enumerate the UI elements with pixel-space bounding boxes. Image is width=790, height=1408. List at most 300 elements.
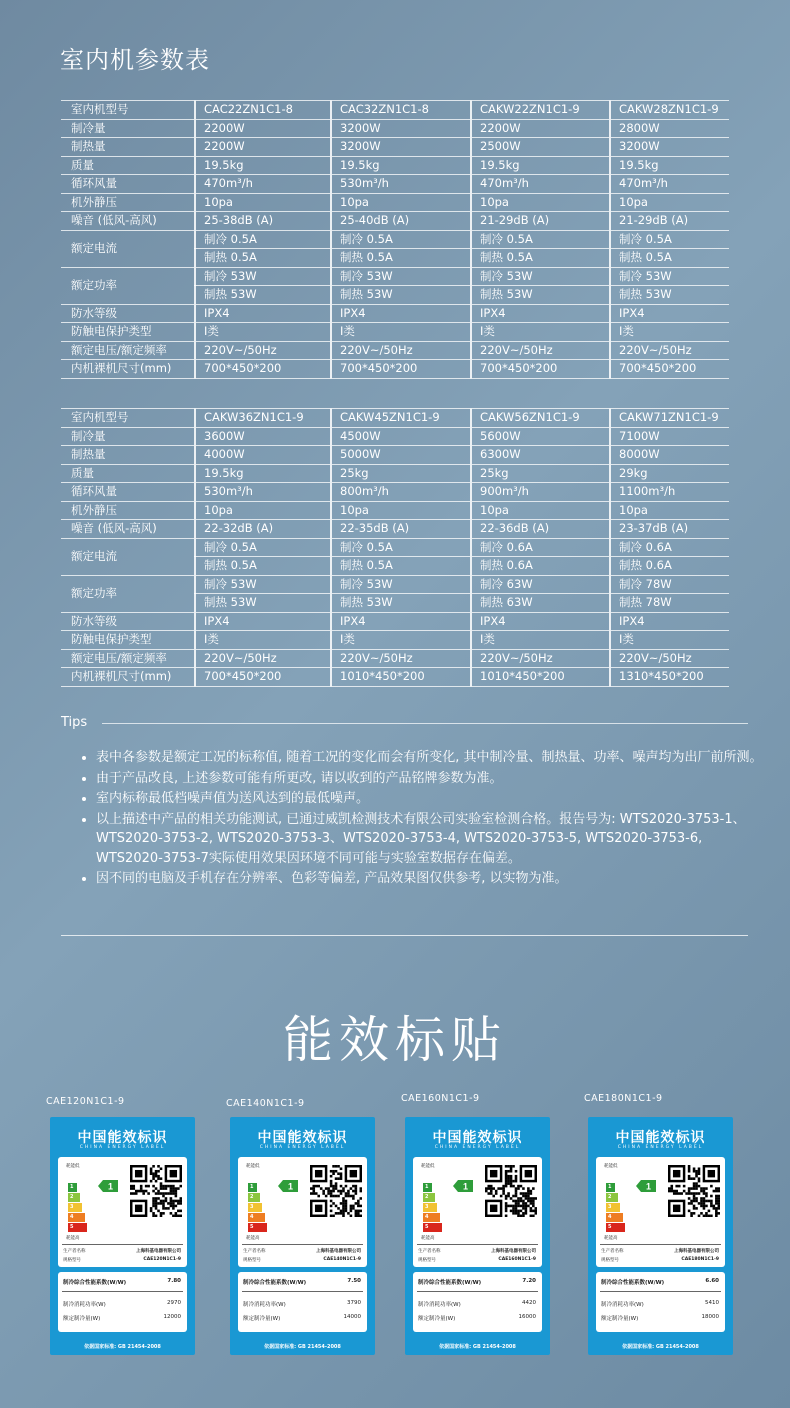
row-label: 制热量 [61,446,195,465]
table-cell: CAKW22ZN1C1-9 [471,101,610,120]
row-label: 防触电保护类型 [61,631,195,650]
energy-label-subheader: CHINA ENERGY LABEL [434,1145,521,1150]
table-cell: 1010*450*200 [331,668,471,687]
table-cell: 7100W [610,427,729,446]
table-row [61,483,729,502]
eer-value: 7.50 [347,1278,361,1284]
grade-bar: 1 [423,1183,432,1192]
table-cell: I类 [331,323,471,342]
grade-bar: 3 [423,1203,437,1212]
table-cell: 25kg [471,464,610,483]
model-label: 规格型号 [243,1258,261,1263]
maker-label: 生产者名称 [601,1249,624,1254]
capacity-value: 14000 [343,1314,361,1320]
table-cell: 制冷 78W [610,575,729,594]
table-cell: 700*450*200 [471,360,610,379]
table-cell: 800m³/h [331,483,471,502]
high-consumption-text: 耗能高 [421,1236,435,1241]
energy-label-footer: 依据国家标准: GB 21454-2008 [439,1344,516,1350]
table-cell: 3600W [195,427,331,446]
table-cell: 制热 0.5A [195,557,331,576]
row-label: 内机裸机尺寸(mm) [61,360,195,379]
power-value: 5410 [705,1300,719,1306]
table-cell: 1310*450*200 [610,668,729,687]
page-title: 室内机参数表 [60,46,210,74]
table-cell: 制冷 63W [471,575,610,594]
maker-value: 上海科基电器有限公司 [491,1249,536,1254]
table-cell: IPX4 [471,304,610,323]
row-label: 室内机型号 [61,101,195,120]
table-cell: CAKW36ZN1C1-9 [195,409,331,428]
row-label: 制热量 [61,138,195,157]
tips-label: Tips [61,715,88,730]
maker-value: 上海科基电器有限公司 [316,1249,361,1254]
grade-bar: 2 [606,1193,618,1202]
capacity-value: 18000 [701,1314,719,1320]
table-cell: 700*450*200 [610,360,729,379]
grade-arrow-icon [98,1180,118,1192]
maker-value: 上海科基电器有限公司 [136,1249,181,1254]
table-cell: 29kg [610,464,729,483]
maker-label: 生产者名称 [418,1249,441,1254]
table-cell: CAKW56ZN1C1-9 [471,409,610,428]
divider [417,1244,538,1245]
power-label: 制冷消耗功率(W) [63,1302,106,1308]
table-cell: 900m³/h [471,483,610,502]
table-cell: I类 [331,631,471,650]
table-cell: 19.5kg [195,156,331,175]
table-cell: 19.5kg [471,156,610,175]
table-cell: IPX4 [610,612,729,631]
table-cell: I类 [471,323,610,342]
table-cell: 制热 53W [331,594,471,613]
table-cell: 制热 0.5A [471,249,610,268]
tip-item: • 由于产品改良, 上述参数可能有所更改, 请以收到的产品铭牌参数为准。 [96,769,772,789]
grade-arrow-icon [453,1180,473,1192]
table-cell: 10pa [610,193,729,212]
row-label: 防水等级 [61,304,195,323]
energy-label-subheader: CHINA ENERGY LABEL [259,1145,346,1150]
grade-value: 1 [288,1181,294,1192]
table-cell: 10pa [195,193,331,212]
row-label: 机外静压 [61,193,195,212]
table-cell: 4000W [195,446,331,465]
table-row [61,575,729,594]
table-cell: 制热 78W [610,594,729,613]
table-cell: 制冷 0.5A [610,230,729,249]
table-row [61,304,729,323]
energy-label-subheader: CHINA ENERGY LABEL [617,1145,704,1150]
grade-value: 1 [108,1181,114,1192]
table-row [61,175,729,194]
capacity-label: 额定制冷量(W) [601,1316,639,1322]
capacity-label: 额定制冷量(W) [63,1316,101,1322]
grade-bar: 2 [248,1193,260,1202]
row-label: 防触电保护类型 [61,323,195,342]
table-cell: 10pa [331,501,471,520]
table-cell: CAKW45ZN1C1-9 [331,409,471,428]
row-label: 质量 [61,464,195,483]
table-row [61,341,729,360]
table-cell: 2200W [471,119,610,138]
table-cell: 10pa [471,193,610,212]
table-cell: 制热 53W [471,286,610,305]
eer-label: 制冷综合性能系数(W/W) [601,1280,665,1286]
table-cell: 制冷 0.5A [331,230,471,249]
table-cell: 3200W [610,138,729,157]
table-cell: 470m³/h [610,175,729,194]
table-cell: 制冷 53W [195,267,331,286]
grade-bar: 1 [248,1183,257,1192]
energy-label-card [405,1117,550,1355]
row-label: 制冷量 [61,119,195,138]
capacity-value: 16000 [518,1314,536,1320]
table-cell: 220V~/50Hz [610,341,729,360]
eer-value: 7.80 [167,1278,181,1284]
grade-arrow-icon [636,1180,656,1192]
power-label: 制冷消耗功率(W) [418,1302,461,1308]
table-cell: I类 [471,631,610,650]
table-cell: 21-29dB (A) [610,212,729,231]
high-consumption-text: 耗能高 [66,1236,80,1241]
table-cell: 23-37dB (A) [610,520,729,539]
high-consumption-text: 耗能高 [246,1236,260,1241]
table-cell: 2200W [195,119,331,138]
energy-label-header: 中国能效标识 [432,1130,523,1146]
table-cell: 制热 0.5A [331,249,471,268]
table-cell: IPX4 [195,304,331,323]
table-cell: 19.5kg [331,156,471,175]
table-cell: 2800W [610,119,729,138]
row-label: 防水等级 [61,612,195,631]
row-label: 机外静压 [61,501,195,520]
table-row [61,520,729,539]
row-label: 额定电流 [61,538,195,575]
spec-table-1 [61,100,729,379]
table-cell: 220V~/50Hz [471,649,610,668]
grade-value: 1 [646,1181,652,1192]
model-value: CAE180N1C1-9 [681,1257,719,1262]
eer-value: 6.60 [705,1278,719,1284]
table-cell: 制冷 53W [331,575,471,594]
grade-bar: 2 [68,1193,80,1202]
table-cell: 22-32dB (A) [195,520,331,539]
table-cell: 制热 0.5A [331,557,471,576]
model-value: CAE120N1C1-9 [143,1257,181,1262]
table-cell: 22-36dB (A) [471,520,610,539]
grade-bar: 4 [606,1213,623,1222]
qr-code-icon [130,1165,182,1217]
table-row [61,631,729,650]
low-consumption-text: 耗能低 [421,1164,435,1169]
power-value: 3790 [347,1300,361,1306]
capacity-label: 额定制冷量(W) [418,1316,456,1322]
capacity-label: 额定制冷量(W) [243,1316,281,1322]
table-cell: 制冷 0.6A [610,538,729,557]
maker-value: 上海科基电器有限公司 [674,1249,719,1254]
energy-label-footer: 依据国家标准: GB 21454-2008 [622,1344,699,1350]
table-cell: 10pa [610,501,729,520]
table-row [61,538,729,557]
table-cell: CAC22ZN1C1-8 [195,101,331,120]
table-cell: IPX4 [331,304,471,323]
table-cell: 制冷 53W [471,267,610,286]
table-cell: 25-38dB (A) [195,212,331,231]
divider [417,1291,538,1292]
table-cell: 220V~/50Hz [610,649,729,668]
maker-label: 生产者名称 [243,1249,266,1254]
table-cell: 700*450*200 [195,360,331,379]
table-cell: 制热 53W [610,286,729,305]
table-cell: IPX4 [471,612,610,631]
table-cell: 制热 53W [331,286,471,305]
table-row [61,612,729,631]
row-label: 额定电压/额定频率 [61,649,195,668]
table-cell: 制热 53W [195,594,331,613]
table-cell: 220V~/50Hz [331,341,471,360]
table-row [61,156,729,175]
energy-label-footer: 依据国家标准: GB 21454-2008 [264,1344,341,1350]
table-cell: 220V~/50Hz [331,649,471,668]
high-consumption-text: 耗能高 [604,1236,618,1241]
maker-label: 生产者名称 [63,1249,86,1254]
grade-bar: 3 [68,1203,82,1212]
low-consumption-text: 耗能低 [246,1164,260,1169]
grade-arrow-icon [278,1180,298,1192]
table-row [61,464,729,483]
table-cell: 制冷 0.5A [195,230,331,249]
table-cell: 22-35dB (A) [331,520,471,539]
table-cell: 2500W [471,138,610,157]
table-cell: 25kg [331,464,471,483]
energy-label-lower-panel [58,1272,187,1332]
row-label: 质量 [61,156,195,175]
model-label: 规格型号 [418,1258,436,1263]
divider [242,1244,363,1245]
power-value: 4420 [522,1300,536,1306]
table-cell: 制冷 53W [610,267,729,286]
table-cell: 530m³/h [195,483,331,502]
model-value: CAE160N1C1-9 [498,1257,536,1262]
energy-label-header: 中国能效标识 [257,1130,348,1146]
grade-bar: 3 [248,1203,262,1212]
table-row [61,138,729,157]
table-row [61,668,729,687]
tip-item: • 表中各参数是额定工况的标称值, 随着工况的变化而会有所变化, 其中制冷量、制热量、功率、噪声均为出厂前所测。 [96,748,772,768]
model-value: CAE140N1C1-9 [323,1257,361,1262]
energy-label-model-caption: CAE160N1C1-9 [401,1093,480,1104]
eer-label: 制冷综合性能系数(W/W) [418,1280,482,1286]
divider [600,1244,721,1245]
tips-list [76,748,772,890]
table-cell: 1010*450*200 [471,668,610,687]
grade-bar: 1 [68,1183,77,1192]
model-label: 规格型号 [63,1258,81,1263]
table-cell: 制热 53W [195,286,331,305]
energy-label-lower-panel [238,1272,367,1332]
table-cell: 1100m³/h [610,483,729,502]
low-consumption-text: 耗能低 [66,1164,80,1169]
table-cell: 制热 63W [471,594,610,613]
table-row [61,649,729,668]
table-cell: 制冷 0.5A [471,230,610,249]
row-label: 额定功率 [61,267,195,304]
row-label: 额定功率 [61,575,195,612]
energy-label-upper-panel [413,1157,542,1267]
table-cell: IPX4 [610,304,729,323]
table-row [61,230,729,249]
table-row [61,446,729,465]
power-label: 制冷消耗功率(W) [601,1302,644,1308]
divider [62,1244,183,1245]
grade-bar: 5 [68,1223,87,1232]
energy-label-card [588,1117,733,1355]
qr-code-icon [485,1165,537,1217]
table-cell: 制冷 53W [195,575,331,594]
grade-bar: 5 [423,1223,442,1232]
table-row [61,267,729,286]
energy-label-footer: 依据国家标准: GB 21454-2008 [84,1344,161,1350]
table-cell: 制冷 0.5A [331,538,471,557]
table-cell: 2200W [195,138,331,157]
row-label: 制冷量 [61,427,195,446]
row-label: 循环风量 [61,483,195,502]
table-cell: 3200W [331,138,471,157]
table-row [61,427,729,446]
power-value: 2970 [167,1300,181,1306]
table-cell: 19.5kg [195,464,331,483]
table-cell: 4500W [331,427,471,446]
table-cell: 530m³/h [331,175,471,194]
divider [62,1291,183,1292]
table-row [61,101,729,120]
table-row [61,323,729,342]
table-row [61,193,729,212]
energy-label-lower-panel [596,1272,725,1332]
tips-divider [102,723,748,724]
divider [242,1291,363,1292]
energy-section-title: 能效标贴 [283,1011,507,1069]
energy-label-card [50,1117,195,1355]
table-cell: 25-40dB (A) [331,212,471,231]
table-cell: 制热 0.5A [195,249,331,268]
divider [600,1291,721,1292]
tips-bottom-divider [61,935,748,936]
table-cell: 21-29dB (A) [471,212,610,231]
table-cell: 5600W [471,427,610,446]
energy-label-header: 中国能效标识 [615,1130,706,1146]
table-row [61,501,729,520]
tip-item: • 因不同的电脑及手机存在分辨率、色彩等偏差, 产品效果图仅供参考, 以实物为准。 [96,869,772,889]
energy-label-model-caption: CAE180N1C1-9 [584,1093,663,1104]
energy-label-model-caption: CAE140N1C1-9 [226,1098,305,1109]
row-label: 室内机型号 [61,409,195,428]
eer-label: 制冷综合性能系数(W/W) [63,1280,127,1286]
energy-label-upper-panel [238,1157,367,1267]
table-cell: CAKW28ZN1C1-9 [610,101,729,120]
qr-code-icon [310,1165,362,1217]
energy-label-model-caption: CAE120N1C1-9 [46,1096,125,1107]
table-cell: 220V~/50Hz [471,341,610,360]
grade-bar: 2 [423,1193,435,1202]
table-cell: 制冷 0.5A [195,538,331,557]
table-cell: 10pa [331,193,471,212]
table-cell: 6300W [471,446,610,465]
energy-label-header: 中国能效标识 [77,1130,168,1146]
low-consumption-text: 耗能低 [604,1164,618,1169]
table-row [61,360,729,379]
row-label: 额定电压/额定频率 [61,341,195,360]
table-cell: 470m³/h [195,175,331,194]
table-row [61,212,729,231]
tip-item: • 室内标称最低档噪声值为送风达到的最低噪声。 [96,789,772,809]
capacity-value: 12000 [163,1314,181,1320]
grade-bar: 1 [606,1183,615,1192]
table-cell: I类 [195,631,331,650]
table-cell: 700*450*200 [195,668,331,687]
table-cell: 5000W [331,446,471,465]
table-cell: 制热 0.6A [610,557,729,576]
table-cell: IPX4 [331,612,471,631]
table-cell: 470m³/h [471,175,610,194]
table-cell: I类 [195,323,331,342]
table-cell: 制冷 0.6A [471,538,610,557]
tip-item: • 以上描述中产品的相关功能测试, 已通过威凯检测技术有限公司实验室检测合格。报告号为: WTS2020-3753-1、WTS2020-3753-2, WTS2020-3753-3、WTS2020-3753-4, WTS2020-3753-5, WTS2020-3753-6, WTS2020-3753-7实际使用效果因环境不同可能与实验室数据存在偏差。 [96,810,772,869]
table-cell: 700*450*200 [331,360,471,379]
spec-table-2 [61,408,729,687]
energy-label-subheader: CHINA ENERGY LABEL [79,1145,166,1150]
table-cell: IPX4 [195,612,331,631]
row-label: 噪音 (低风-高风) [61,212,195,231]
grade-bar: 4 [423,1213,440,1222]
grade-bar: 5 [248,1223,267,1232]
table-cell: I类 [610,631,729,650]
row-label: 循环风量 [61,175,195,194]
model-label: 规格型号 [601,1258,619,1263]
table-cell: 3200W [331,119,471,138]
table-cell: I类 [610,323,729,342]
qr-code-icon [668,1165,720,1217]
grade-bar: 5 [606,1223,625,1232]
table-cell: 220V~/50Hz [195,649,331,668]
table-row [61,409,729,428]
grade-value: 1 [463,1181,469,1192]
grade-bar: 4 [248,1213,265,1222]
row-label: 噪音 (低风-高风) [61,520,195,539]
energy-label-upper-panel [58,1157,187,1267]
table-cell: 10pa [195,501,331,520]
table-cell: CAKW71ZN1C1-9 [610,409,729,428]
table-cell: 19.5kg [610,156,729,175]
row-label: 额定电流 [61,230,195,267]
table-cell: 10pa [471,501,610,520]
power-label: 制冷消耗功率(W) [243,1302,286,1308]
table-row [61,119,729,138]
energy-label-lower-panel [413,1272,542,1332]
table-cell: 制热 0.5A [610,249,729,268]
grade-bar: 4 [68,1213,85,1222]
energy-label-card [230,1117,375,1355]
eer-label: 制冷综合性能系数(W/W) [243,1280,307,1286]
grade-bar: 3 [606,1203,620,1212]
table-cell: 制冷 53W [331,267,471,286]
table-cell: 8000W [610,446,729,465]
energy-label-upper-panel [596,1157,725,1267]
table-cell: 制热 0.6A [471,557,610,576]
row-label: 内机裸机尺寸(mm) [61,668,195,687]
table-cell: CAC32ZN1C1-8 [331,101,471,120]
eer-value: 7.20 [522,1278,536,1284]
